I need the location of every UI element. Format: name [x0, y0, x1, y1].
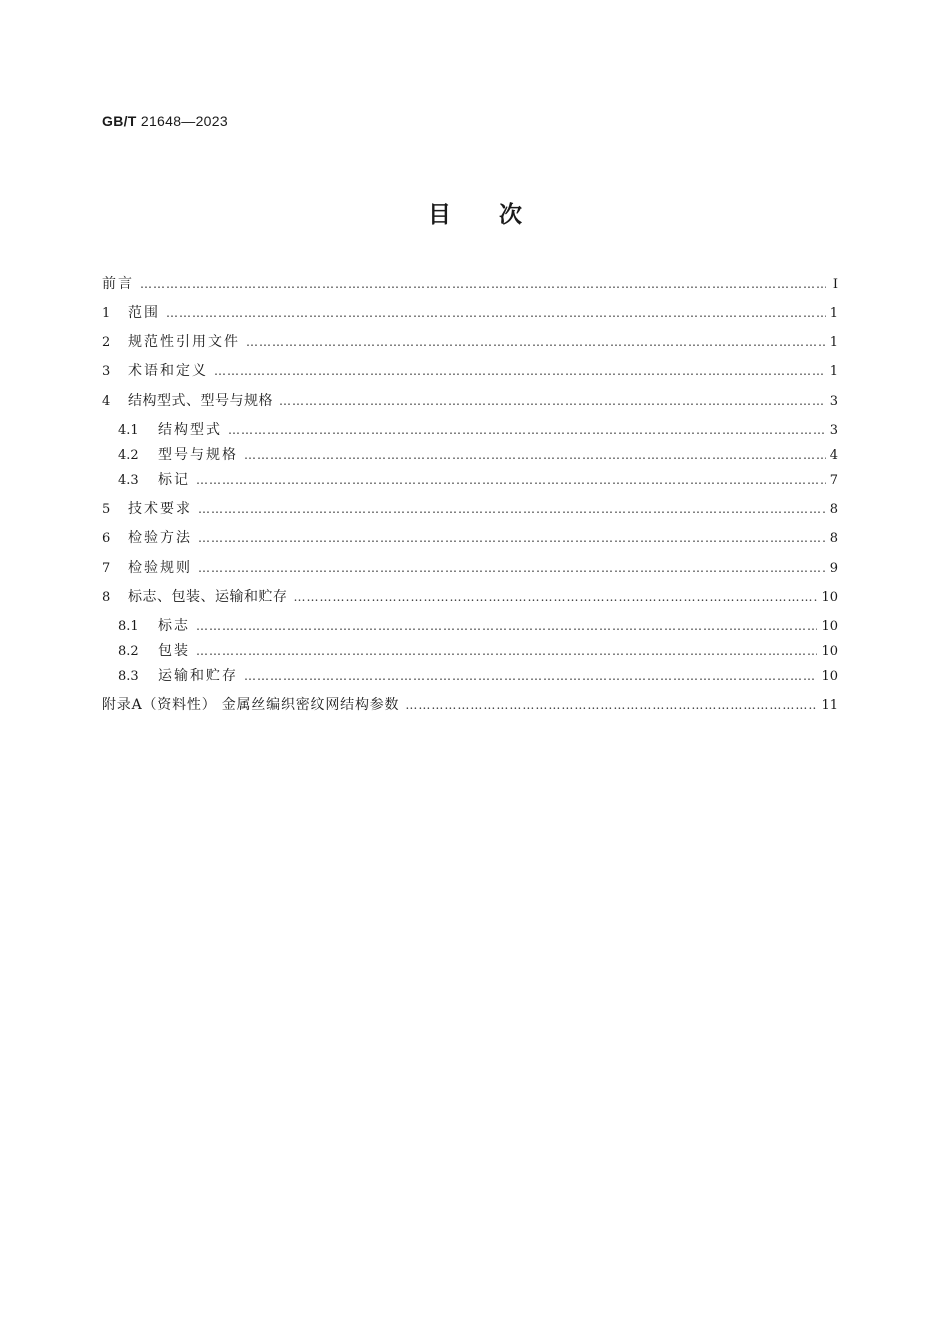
toc-leader-dots — [228, 418, 826, 442]
toc-entry-1[interactable] — [102, 301, 838, 325]
toc-entry-title: 运输和贮存 — [158, 668, 238, 684]
toc-section-number: 4.3 — [118, 473, 139, 488]
toc-entry-title: 附录A（资料性） 金属丝编织密纹网结构参数 — [102, 697, 400, 713]
toc-leader-dots — [196, 639, 817, 663]
toc-page-number: 1 — [829, 335, 838, 350]
toc-entry-title: 型号与规格 — [158, 447, 238, 463]
toc-section-number: 3 — [102, 364, 111, 379]
toc-entry-title: 检验方法 — [128, 530, 192, 546]
toc-entry-title: 结构型式、型号与规格 — [128, 393, 273, 409]
toc-entry-title: 检验规则 — [128, 560, 192, 576]
toc-leader-dots — [166, 301, 826, 325]
toc-entry-8[interactable] — [102, 585, 838, 609]
toc-entry-annex-a[interactable] — [102, 693, 838, 717]
toc-leader-dots — [198, 526, 826, 550]
toc-entry-title: 标记 — [158, 472, 190, 488]
toc-entry-4-3[interactable] — [118, 468, 838, 492]
toc-leader-dots — [244, 443, 826, 467]
toc-page-number: 4 — [829, 448, 838, 463]
toc-entry-preface[interactable] — [102, 272, 838, 296]
toc-section-number: 8.1 — [118, 619, 139, 634]
toc-leader-dots — [196, 468, 826, 492]
toc-page-number: 8 — [829, 531, 838, 546]
toc-page-number: 11 — [821, 698, 838, 713]
toc-leader-dots — [198, 556, 826, 580]
toc-entry-title: 术语和定义 — [128, 363, 208, 379]
toc-entry-title: 前言 — [102, 276, 134, 292]
toc-entry-title: 规范性引用文件 — [128, 334, 240, 350]
toc-section-number: 1 — [102, 306, 111, 321]
standard-code — [102, 113, 228, 129]
toc-page-number: 1 — [829, 306, 838, 321]
toc-leader-dots — [246, 330, 826, 354]
toc-leader-dots — [279, 389, 826, 413]
toc-section-number: 7 — [102, 561, 111, 576]
toc-entry-title: 标志 — [158, 618, 190, 634]
toc-leader-dots — [405, 693, 817, 717]
toc-entry-8-1[interactable] — [118, 614, 838, 638]
toc-section-number: 8 — [102, 590, 111, 605]
toc-page-number: 7 — [829, 473, 838, 488]
toc-page-number: 10 — [821, 590, 838, 605]
toc-page-number: 3 — [829, 394, 838, 409]
toc-entry-title: 标志、包装、运输和贮存 — [128, 589, 288, 605]
toc-page-number: 3 — [829, 423, 838, 438]
standard-code-prefix: GB/T — [102, 113, 137, 129]
toc-leader-dots — [214, 359, 826, 383]
toc-entry-title: 技术要求 — [128, 501, 192, 517]
toc-leader-dots — [140, 272, 826, 296]
toc-section-number: 2 — [102, 335, 111, 350]
toc-page-number: 1 — [829, 364, 838, 379]
toc-section-number: 6 — [102, 531, 111, 546]
toc-entry-5[interactable] — [102, 497, 838, 521]
toc-page-number: 10 — [821, 644, 838, 659]
toc-leader-dots — [198, 497, 826, 521]
toc-page-number: 10 — [821, 669, 838, 684]
toc-entry-title: 包装 — [158, 643, 190, 659]
toc-entry-title: 结构型式 — [158, 422, 222, 438]
toc-leader-dots — [244, 664, 817, 688]
toc-entry-2[interactable] — [102, 330, 838, 354]
toc-entry-4-2[interactable] — [118, 443, 838, 467]
toc-section-number: 4.2 — [118, 448, 139, 463]
toc-entry-8-2[interactable] — [118, 639, 838, 663]
toc-section-number: 8.3 — [118, 669, 139, 684]
toc-page-number: 10 — [821, 619, 838, 634]
toc-entry-3[interactable] — [102, 359, 838, 383]
standard-code-number: 21648—2023 — [140, 113, 228, 129]
toc-page-number: Ⅰ — [832, 277, 838, 292]
toc-entry-7[interactable] — [102, 556, 838, 580]
toc-entry-8-3[interactable] — [118, 664, 838, 688]
toc-entry-6[interactable] — [102, 526, 838, 550]
page-title: 目次 — [428, 202, 570, 228]
toc-entry-4[interactable] — [102, 389, 838, 413]
toc-page-number: 8 — [829, 502, 838, 517]
toc-entry-4-1[interactable] — [118, 418, 838, 442]
toc-leader-dots — [294, 585, 818, 609]
toc-leader-dots — [196, 614, 817, 638]
toc-section-number: 4.1 — [118, 423, 139, 438]
toc-section-number: 4 — [102, 394, 111, 409]
toc-section-number: 5 — [102, 502, 111, 517]
toc-section-number: 8.2 — [118, 644, 139, 659]
toc-entry-title: 范围 — [128, 305, 160, 321]
toc-page-number: 9 — [829, 561, 838, 576]
